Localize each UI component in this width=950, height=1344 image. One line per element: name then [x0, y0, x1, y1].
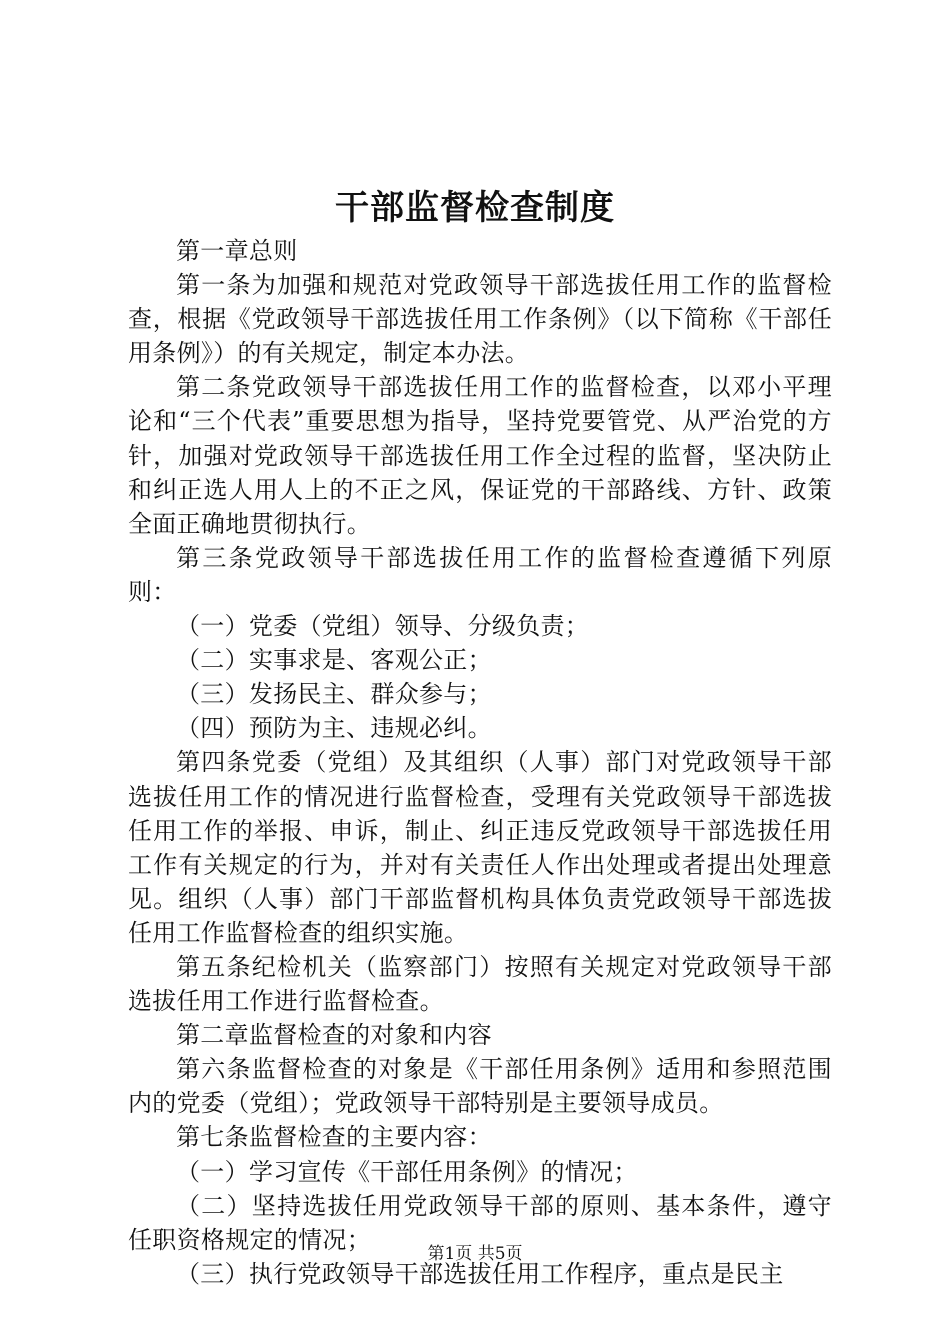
chapter-heading: 第二章监督检查的对象和内容 [176, 1021, 492, 1050]
article-paragraph: 第三条党政领导干部选拔任用工作的监督检查遵循下列原则： [128, 543, 832, 606]
article-paragraph: 第二条党政领导干部选拔任用工作的监督检查，以邓小平理论和“三个代表”重要思想为指导，坚持党要管党、从严治党的方针，加强对党政领导干部选拔任用工作全过程的监督，坚决防止和纠正选人用人上的不正之风，保证党的干部路线、方针、政策全面正确地贯彻执行。 [128, 373, 832, 538]
list-item: （四）预防为主、违规必纠。 [176, 714, 492, 743]
article-paragraph: 第一条为加强和规范对党政领导干部选拔任用工作的监督检查，根据《党政领导干部选拔任用工作条例》（以下简称《干部任用条例》）的有关规定，制定本办法。 [128, 271, 832, 368]
list-item: （二）坚持选拔任用党政领导干部的原则、基本条件，遵守任职资格规定的情况； [128, 1191, 832, 1254]
list-item: （三）发扬民主、群众参与； [176, 680, 492, 709]
article-paragraph: 第六条监督检查的对象是《干部任用条例》适用和参照范围内的党委（党组）；党政领导干部特别是主要领导成员。 [128, 1055, 832, 1118]
article-paragraph: 第七条监督检查的主要内容： [176, 1123, 492, 1152]
list-item: （一）党委（党组）领导、分级负责； [176, 612, 590, 641]
page-footer: 第1页 共5页 [427, 1244, 523, 1264]
list-item: （三）执行党政领导干部选拔任用工作程序，重点是民主 [176, 1259, 784, 1288]
list-item: （二）实事求是、客观公正； [176, 646, 492, 675]
document-title: 干部监督检查制度 [335, 188, 615, 228]
article-paragraph: 第五条纪检机关（监察部门）按照有关规定对党政领导干部选拔任用工作进行监督检查。 [128, 952, 832, 1016]
list-item: （一）学习宣传《干部任用条例》的情况； [176, 1157, 638, 1186]
document-body [128, 234, 832, 1291]
article-paragraph: 第四条党委（党组）及其组织（人事）部门对党政领导干部选拔任用工作的情况进行监督检查，受理有关党政领导干部选拔任用工作的举报、申诉，制止、纠正违反党政领导干部选拔任用工作有关规定的行为，并对有关责任人作出处理或者提出处理意见。组织（人事）部门干部监督机构具体负责党政领导干部选拔任用工作监督检查的组织实施。 [128, 748, 832, 947]
chapter-heading: 第一章总则 [176, 237, 298, 265]
